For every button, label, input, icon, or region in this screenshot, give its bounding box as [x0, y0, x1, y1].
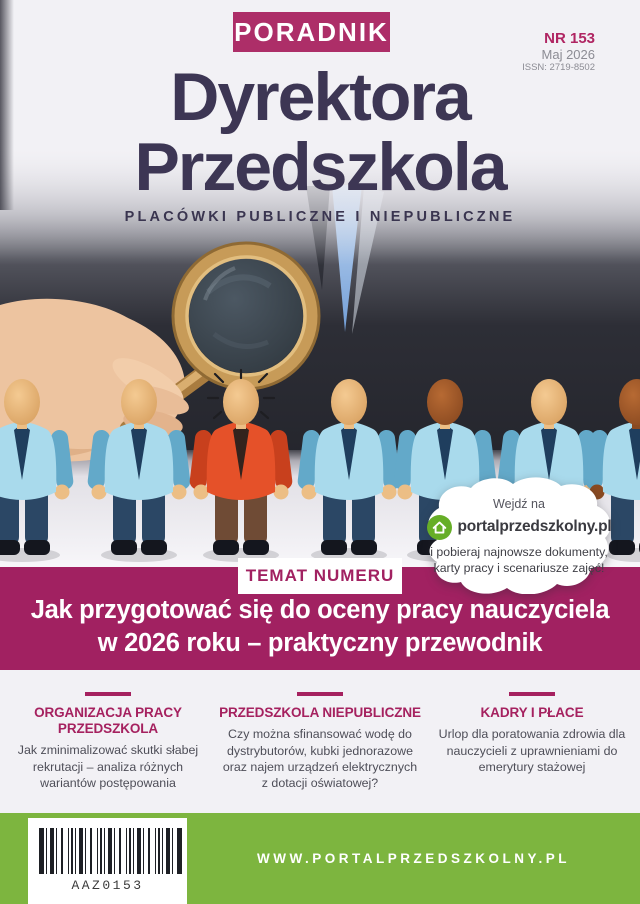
section-title: PRZEDSZKOLA NIEPUBLICZNE [219, 705, 421, 720]
bubble-text-line-2: karty pracy i scenariusze zajęć! [433, 561, 605, 575]
footer-band [0, 813, 640, 904]
feature-headline-line-1: Jak przygotować się do oceny pracy nauczyciela [30, 596, 610, 624]
section-organizacja [7, 670, 209, 813]
section-description: Jak zminimalizować skutki słabej rekrutacji – analiza różnych wariantów postępowania [17, 743, 199, 791]
magazine-subtitle: PLACÓWKI PUBLICZNE I NIEPUBLICZNE [124, 209, 516, 225]
section-teasers [0, 670, 640, 813]
section-description: Czy można sfinansować wodę do dystrybutorów, kubki jednorazowe oraz najem urządzeń elektrycznych z dotacji oświatowej? [222, 727, 418, 791]
section-title: ORGANIZACJA PRACY PRZEDSZKOLA [34, 705, 182, 737]
bubble-text-line-1: i pobieraj najnowsze dokumenty, [430, 544, 608, 559]
issue-date: Maj 2026 [541, 47, 595, 63]
section-rule [509, 692, 555, 696]
title-line-1: Dyrektora [170, 59, 470, 135]
section-title: KADRY I PŁACE [480, 705, 584, 720]
website-url: WWW.PORTALPRZEDSZKOLNY.PL [257, 851, 570, 866]
magnifier-glass-icon [173, 243, 319, 389]
feature-headline-line-2: w 2026 roku – praktyczny przewodnik [97, 629, 543, 657]
section-rule [297, 692, 343, 696]
magazine-title [0, 59, 640, 205]
title-line-2: Przedszkola [134, 129, 506, 205]
bubble-site-url: portalprzedszkolny.pl [457, 518, 612, 535]
brand-banner [233, 12, 390, 52]
barcode [39, 828, 182, 874]
bubble-intro: Wejdź na [493, 496, 545, 511]
kicker-label: TEMAT NUMERU [245, 566, 395, 585]
promo-bubble [413, 476, 625, 594]
brand-label: PORADNIK [234, 16, 389, 47]
section-description: Urlop dla poratowania zdrowia dla nauczycieli z uprawnieniami do emerytury stażowej [438, 727, 626, 774]
issue-issn: ISSN: 2719-8502 [522, 62, 595, 74]
barcode-panel [28, 818, 187, 904]
issue-number: NR 153 [544, 30, 595, 47]
section-rule [85, 692, 131, 696]
home-icon [427, 515, 452, 540]
section-niepubliczne [219, 670, 421, 813]
section-kadry [431, 670, 633, 813]
feature-kicker [238, 558, 402, 594]
barcode-text: AAZ0153 [71, 878, 144, 893]
footer-website [187, 813, 640, 904]
